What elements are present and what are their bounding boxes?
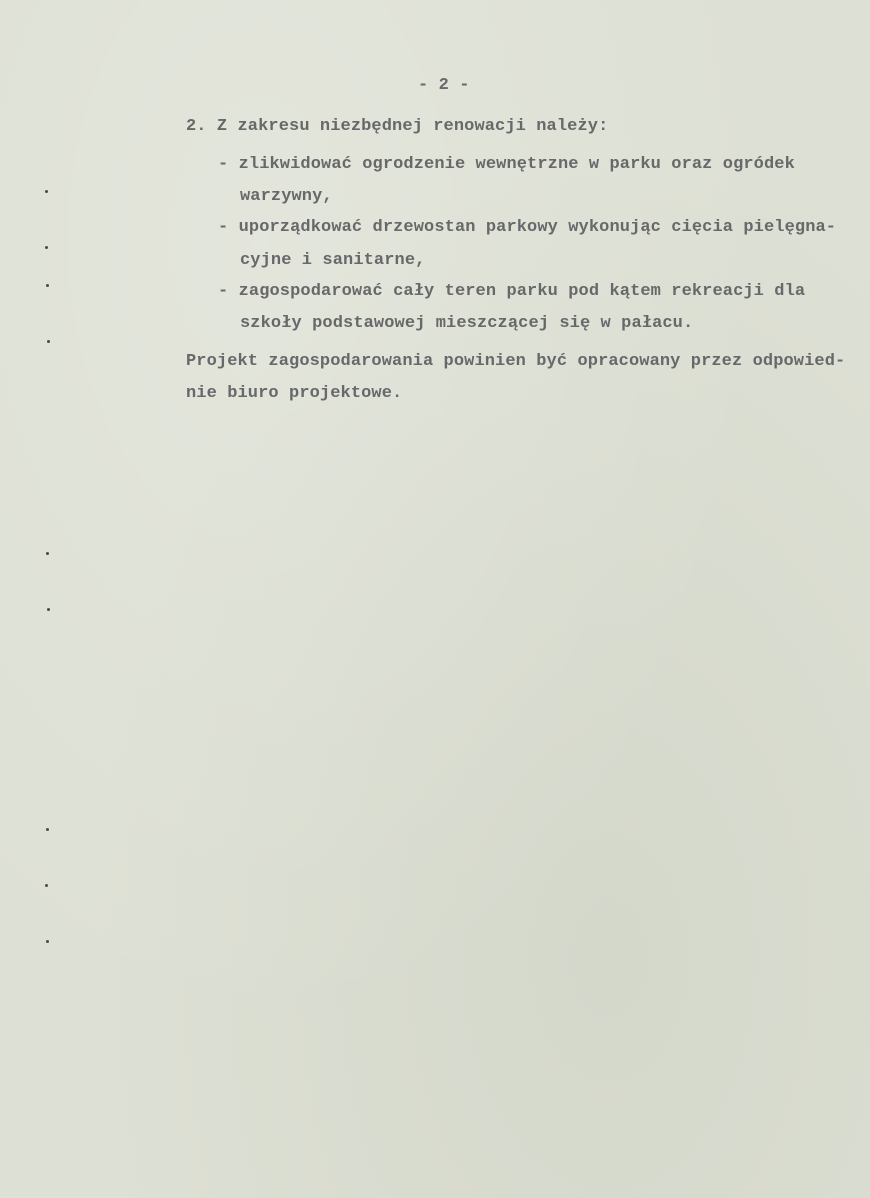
list-item-3-line-2: szkoły podstawowej mieszczącej się w pałacu. (240, 314, 694, 333)
margin-speck (47, 608, 50, 611)
list-item-3-line-1: - zagospodarować cały teren parku pod kątem rekreacji dla (218, 282, 806, 301)
margin-speck (46, 940, 49, 943)
margin-speck (45, 190, 48, 193)
list-item-2-line-1: - uporządkować drzewostan parkowy wykonując cięcia pielęgna- (218, 218, 837, 237)
list-item-2-line-2: cyjne i sanitarne, (240, 251, 426, 270)
page-number: - 2 - (418, 76, 470, 95)
margin-speck (46, 828, 49, 831)
closing-paragraph-line-2: nie biuro projektowe. (186, 384, 403, 403)
margin-speck (45, 884, 48, 887)
section-heading: 2. Z zakresu niezbędnej renowacji należy: (186, 117, 609, 136)
list-item-1-line-1: - zlikwidować ogrodzenie wewnętrzne w parku oraz ogródek (218, 155, 795, 174)
margin-speck (46, 284, 49, 287)
list-item-1-line-2: warzywny, (240, 187, 333, 206)
margin-speck (45, 246, 48, 249)
closing-paragraph-line-1: Projekt zagospodarowania powinien być opracowany przez odpowied- (186, 352, 846, 371)
margin-speck (47, 340, 50, 343)
margin-speck (46, 552, 49, 555)
